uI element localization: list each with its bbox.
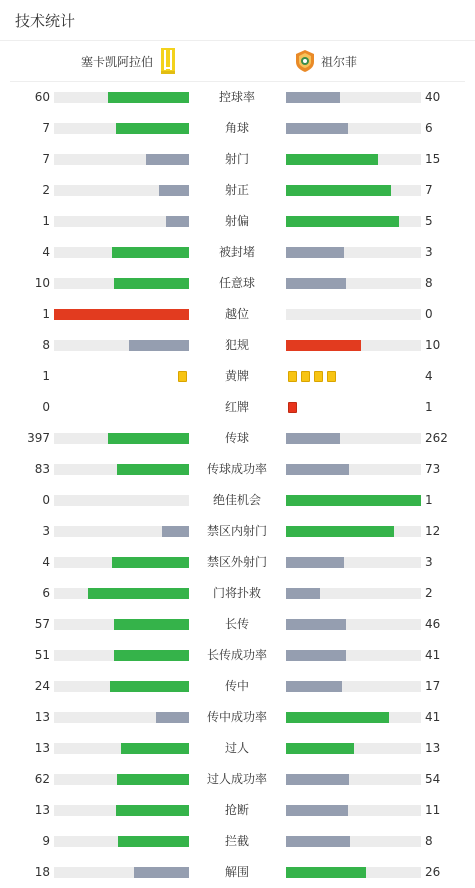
stat-row bbox=[0, 330, 475, 361]
home-stat-value: 60 bbox=[34, 90, 50, 104]
away-stat-value: 6 bbox=[425, 121, 433, 135]
home-stat-bar bbox=[54, 650, 189, 661]
yellow-card-icon bbox=[288, 371, 297, 382]
home-stat-bar bbox=[54, 588, 189, 599]
away-stat-value: 4 bbox=[425, 369, 433, 383]
away-stat-bar-fill bbox=[286, 743, 354, 754]
teams-header bbox=[10, 41, 465, 82]
away-stat-bar-fill bbox=[286, 836, 350, 847]
stat-row bbox=[0, 733, 475, 764]
home-stat-bar bbox=[54, 278, 189, 289]
stat-label: 拦截 bbox=[224, 834, 249, 848]
away-stat-bar-fill bbox=[286, 464, 349, 475]
home-stat-bar-fill bbox=[118, 836, 189, 847]
away-stat-value: 73 bbox=[425, 462, 441, 476]
home-stat-bar-fill bbox=[116, 123, 189, 134]
away-stat-bar-fill bbox=[286, 867, 366, 878]
away-team-name: 祖尔菲 bbox=[321, 54, 358, 69]
away-stat-value: 41 bbox=[425, 648, 441, 662]
stat-row bbox=[0, 268, 475, 299]
home-stat-bar bbox=[54, 247, 189, 258]
stat-label: 犯规 bbox=[224, 338, 249, 352]
home-stat-value: 18 bbox=[34, 865, 50, 879]
home-stat-value: 2 bbox=[42, 183, 50, 197]
stat-row bbox=[0, 609, 475, 640]
away-stat-bar bbox=[286, 774, 421, 785]
home-stat-bar bbox=[54, 867, 189, 878]
home-stat-bar-fill bbox=[110, 681, 189, 692]
home-stat-bar bbox=[54, 712, 189, 723]
home-stat-bar bbox=[54, 216, 189, 227]
away-stat-value: 5 bbox=[425, 214, 433, 228]
home-stat-bar bbox=[54, 123, 189, 134]
home-stat-bar-fill bbox=[146, 154, 189, 165]
stat-row bbox=[0, 175, 475, 206]
away-stat-value: 17 bbox=[425, 679, 441, 693]
away-stat-bar-fill bbox=[286, 216, 399, 227]
away-stat-bar-fill bbox=[286, 588, 320, 599]
home-stat-value: 0 bbox=[42, 493, 50, 507]
away-stat-bar bbox=[286, 650, 421, 661]
home-stat-bar-fill bbox=[121, 743, 189, 754]
stat-label: 射正 bbox=[224, 183, 249, 197]
stat-row bbox=[0, 795, 475, 826]
home-stat-value: 10 bbox=[34, 276, 50, 290]
stat-label: 长传 bbox=[224, 617, 249, 631]
away-stat-bar bbox=[286, 216, 421, 227]
home-stat-bar bbox=[54, 433, 189, 444]
home-stat-bar bbox=[54, 309, 189, 320]
away-stat-bar bbox=[286, 247, 421, 258]
away-team-logo-icon bbox=[295, 50, 315, 72]
stats-table bbox=[0, 82, 475, 888]
yellow-card-icon bbox=[327, 371, 336, 382]
home-stat-value: 51 bbox=[34, 648, 50, 662]
away-stat-value: 13 bbox=[425, 741, 441, 755]
home-stat-bar-fill bbox=[117, 464, 189, 475]
stat-label: 被封堵 bbox=[218, 245, 255, 259]
page-title: 技术统计 bbox=[15, 11, 76, 30]
away-stat-bar-fill bbox=[286, 92, 340, 103]
stat-row bbox=[0, 237, 475, 268]
home-stat-bar-fill bbox=[54, 309, 189, 320]
stat-label: 黄牌 bbox=[224, 369, 249, 383]
stat-label: 传球成功率 bbox=[206, 462, 267, 476]
home-stat-bar bbox=[54, 743, 189, 754]
home-stat-bar-fill bbox=[162, 526, 189, 537]
away-stat-bar bbox=[286, 495, 421, 506]
stat-row bbox=[0, 547, 475, 578]
away-stat-bar-fill bbox=[286, 185, 391, 196]
away-stat-bar bbox=[286, 743, 421, 754]
home-stat-bar-fill bbox=[117, 774, 189, 785]
home-stat-value: 1 bbox=[42, 214, 50, 228]
stat-row bbox=[0, 857, 475, 888]
away-stat-bar-fill bbox=[286, 278, 346, 289]
stat-label: 长传成功率 bbox=[206, 648, 267, 662]
away-stat-bar-fill bbox=[286, 495, 421, 506]
home-stat-bar bbox=[54, 464, 189, 475]
home-stat-bar-fill bbox=[116, 805, 189, 816]
stat-label: 任意球 bbox=[218, 276, 255, 290]
away-stat-bar bbox=[286, 867, 421, 878]
stat-label: 传中成功率 bbox=[206, 710, 267, 724]
home-team-logo-icon bbox=[161, 48, 175, 74]
stat-row bbox=[0, 423, 475, 454]
stat-row bbox=[0, 485, 475, 516]
home-stat-value: 397 bbox=[27, 431, 50, 445]
stat-row bbox=[0, 113, 475, 144]
home-team-name: 塞卡凯阿拉伯 bbox=[80, 54, 153, 69]
stat-label: 禁区外射门 bbox=[206, 555, 267, 569]
home-stat-value: 24 bbox=[34, 679, 50, 693]
away-stat-value: 3 bbox=[425, 245, 433, 259]
home-stat-value: 1 bbox=[42, 307, 50, 321]
home-stat-value: 4 bbox=[42, 245, 50, 259]
away-stat-bar-fill bbox=[286, 557, 344, 568]
stat-label: 传球 bbox=[224, 431, 249, 445]
home-stat-value: 1 bbox=[42, 369, 50, 383]
away-stat-bar bbox=[286, 557, 421, 568]
home-stat-value: 13 bbox=[34, 741, 50, 755]
stat-row bbox=[0, 82, 475, 113]
home-stat-bar bbox=[54, 495, 189, 506]
home-stat-value: 13 bbox=[34, 803, 50, 817]
away-stat-bar bbox=[286, 278, 421, 289]
away-stat-bar bbox=[286, 433, 421, 444]
away-stat-bar bbox=[286, 836, 421, 847]
stat-row bbox=[0, 454, 475, 485]
stat-row bbox=[0, 206, 475, 237]
away-stat-value: 0 bbox=[425, 307, 433, 321]
home-stat-bar bbox=[54, 526, 189, 537]
stat-label: 解围 bbox=[224, 865, 249, 879]
home-stat-bar bbox=[54, 774, 189, 785]
away-stat-value: 7 bbox=[425, 183, 433, 197]
yellow-card-icon bbox=[314, 371, 323, 382]
stat-label: 越位 bbox=[224, 307, 249, 321]
home-stat-value: 8 bbox=[42, 338, 50, 352]
home-stat-bar-fill bbox=[166, 216, 189, 227]
home-stat-value: 9 bbox=[42, 834, 50, 848]
home-stat-bar-fill bbox=[114, 278, 189, 289]
home-stat-value: 7 bbox=[42, 121, 50, 135]
away-stat-value: 41 bbox=[425, 710, 441, 724]
away-team[interactable] bbox=[295, 41, 357, 81]
home-stat-bar bbox=[54, 92, 189, 103]
home-stat-value: 83 bbox=[34, 462, 50, 476]
stat-label: 传中 bbox=[224, 679, 249, 693]
home-stat-bar bbox=[54, 681, 189, 692]
home-stat-value: 6 bbox=[42, 586, 50, 600]
stat-row bbox=[0, 702, 475, 733]
away-stat-bar-fill bbox=[286, 433, 340, 444]
away-stat-bar-fill bbox=[286, 805, 348, 816]
stat-row bbox=[0, 299, 475, 330]
red-card-icon bbox=[288, 402, 297, 413]
away-stat-value: 1 bbox=[425, 493, 433, 507]
home-stat-value: 13 bbox=[34, 710, 50, 724]
yellow-card-icon bbox=[301, 371, 310, 382]
home-stat-bar-fill bbox=[112, 557, 189, 568]
home-stat-value: 3 bbox=[42, 524, 50, 538]
away-stat-bar bbox=[286, 619, 421, 630]
away-stat-bar bbox=[286, 123, 421, 134]
stat-label: 门将扑救 bbox=[212, 586, 261, 600]
stat-label: 过人 bbox=[224, 741, 249, 755]
home-cards bbox=[176, 361, 189, 392]
stat-label: 绝佳机会 bbox=[212, 493, 261, 507]
home-stat-bar-fill bbox=[112, 247, 189, 258]
away-stat-value: 10 bbox=[425, 338, 441, 352]
away-stat-bar-fill bbox=[286, 681, 342, 692]
away-cards bbox=[286, 361, 338, 392]
stat-row bbox=[0, 671, 475, 702]
stat-row bbox=[0, 826, 475, 857]
home-stat-bar-fill bbox=[108, 433, 189, 444]
away-stat-value: 3 bbox=[425, 555, 433, 569]
away-stat-bar bbox=[286, 464, 421, 475]
home-stat-value: 4 bbox=[42, 555, 50, 569]
stat-label: 控球率 bbox=[218, 90, 255, 104]
away-stat-bar bbox=[286, 340, 421, 351]
home-stat-bar bbox=[54, 340, 189, 351]
away-stat-value: 8 bbox=[425, 834, 433, 848]
away-stat-value: 8 bbox=[425, 276, 433, 290]
stat-label: 过人成功率 bbox=[206, 772, 267, 786]
home-stat-bar-fill bbox=[108, 92, 189, 103]
away-stat-bar bbox=[286, 681, 421, 692]
home-stat-bar-fill bbox=[134, 867, 189, 878]
stat-label: 射偏 bbox=[224, 214, 249, 228]
away-stat-bar bbox=[286, 805, 421, 816]
home-stat-bar bbox=[54, 185, 189, 196]
home-stat-bar bbox=[54, 836, 189, 847]
away-stat-bar-fill bbox=[286, 154, 378, 165]
stat-label: 禁区内射门 bbox=[206, 524, 267, 538]
away-stat-bar bbox=[286, 712, 421, 723]
away-cards bbox=[286, 392, 299, 423]
home-stat-value: 57 bbox=[34, 617, 50, 631]
stat-row bbox=[0, 578, 475, 609]
home-stat-bar-fill bbox=[156, 712, 189, 723]
home-stat-bar bbox=[54, 805, 189, 816]
away-stat-bar-fill bbox=[286, 340, 361, 351]
away-stat-value: 54 bbox=[425, 772, 441, 786]
away-stat-bar bbox=[286, 185, 421, 196]
home-stat-value: 0 bbox=[42, 400, 50, 414]
home-stat-bar-fill bbox=[114, 619, 189, 630]
away-stat-bar bbox=[286, 92, 421, 103]
away-stat-bar-fill bbox=[286, 774, 349, 785]
away-stat-value: 262 bbox=[425, 431, 448, 445]
away-stat-value: 26 bbox=[425, 865, 441, 879]
stat-row bbox=[0, 392, 475, 423]
stat-label: 抢断 bbox=[224, 803, 249, 817]
home-stat-bar-fill bbox=[129, 340, 189, 351]
home-stat-value: 7 bbox=[42, 152, 50, 166]
home-stat-bar bbox=[54, 619, 189, 630]
title-bar bbox=[0, 0, 475, 41]
stat-row bbox=[0, 764, 475, 795]
stat-row bbox=[0, 144, 475, 175]
away-stat-value: 2 bbox=[425, 586, 433, 600]
away-stat-bar bbox=[286, 526, 421, 537]
away-stat-value: 12 bbox=[425, 524, 441, 538]
away-stat-bar-fill bbox=[286, 247, 344, 258]
away-stat-bar-fill bbox=[286, 123, 348, 134]
away-stat-bar-fill bbox=[286, 526, 394, 537]
away-stat-value: 15 bbox=[425, 152, 441, 166]
yellow-card-icon bbox=[178, 371, 187, 382]
home-stat-bar bbox=[54, 557, 189, 568]
home-team[interactable] bbox=[81, 41, 175, 81]
away-stat-bar-fill bbox=[286, 650, 346, 661]
home-stat-value: 62 bbox=[34, 772, 50, 786]
away-stat-value: 11 bbox=[425, 803, 441, 817]
away-stat-bar-fill bbox=[286, 619, 346, 630]
stat-row bbox=[0, 640, 475, 671]
away-stat-bar bbox=[286, 154, 421, 165]
away-stat-value: 46 bbox=[425, 617, 441, 631]
home-stat-bar bbox=[54, 154, 189, 165]
away-stat-value: 40 bbox=[425, 90, 441, 104]
away-stat-bar bbox=[286, 588, 421, 599]
home-stat-bar-fill bbox=[88, 588, 189, 599]
home-stat-bar-fill bbox=[159, 185, 189, 196]
stat-label: 角球 bbox=[224, 121, 249, 135]
home-stat-bar-fill bbox=[114, 650, 189, 661]
away-stat-value: 1 bbox=[425, 400, 433, 414]
away-stat-bar-fill bbox=[286, 712, 389, 723]
stat-label: 红牌 bbox=[224, 400, 249, 414]
stat-label: 射门 bbox=[224, 152, 249, 166]
stat-row bbox=[0, 516, 475, 547]
stat-row bbox=[0, 361, 475, 392]
away-stat-bar bbox=[286, 309, 421, 320]
